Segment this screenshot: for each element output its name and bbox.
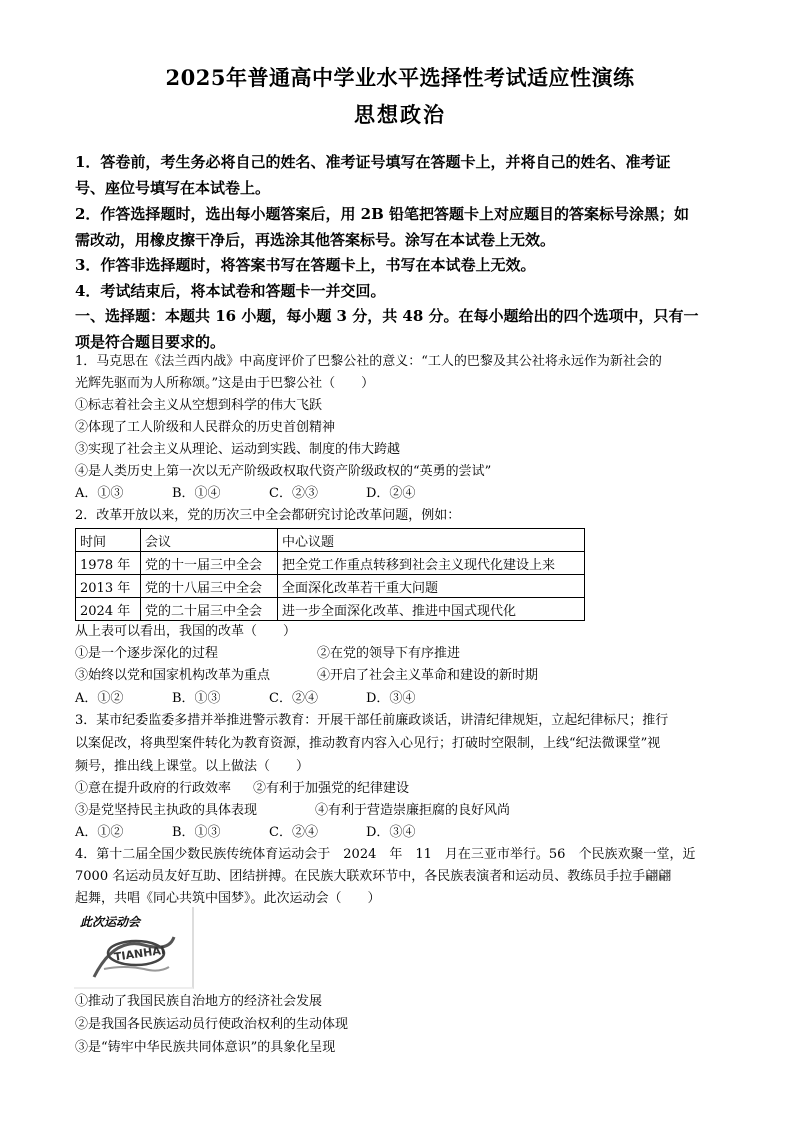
choice-d[interactable]: D．③④ [366, 825, 416, 840]
statement-item: ②是我国各民族运动员行使政治权利的生动体现 [75, 1017, 349, 1032]
choice-b[interactable]: B．①④ [172, 486, 221, 501]
instruction-line: 1．答卷前，考生务必将自己的姓名、准考证号填写在答题卡上，并将自己的姓名、准考证 [75, 153, 671, 171]
statement-row [75, 644, 460, 664]
choice-d[interactable]: D．③④ [366, 691, 416, 706]
statement-item: ④开启了社会主义革命和建设的新时期 [317, 668, 539, 683]
instruction-line: 号、座位号填写在本试卷上。 [75, 179, 271, 197]
section-header: 项是符合题目要求的。 [75, 333, 226, 351]
table-header-cell: 会议 [141, 529, 278, 552]
choice-a[interactable]: A．①② [75, 825, 124, 840]
table-cell: 把全党工作重点转移到社会主义现代化建设上来 [278, 552, 585, 575]
choice-c[interactable]: C．②③ [269, 486, 318, 501]
question-stem: 1．马克思在《法兰西内战》中高度评价了巴黎公社的意义：“工人的巴黎及其公社将永远作为新社会的 [75, 354, 662, 369]
question-stem: 7000 名运动员友好互助、团结拼搏。在民族大联欢环节中，各民族表演者和运动员、教练员手拉手翩翩 [75, 869, 672, 884]
answer-choices [75, 823, 415, 843]
statement-item: ①是一个逐步深化的过程 [75, 646, 219, 661]
instruction-line: 4．考试结束后，将本试卷和答题卡一并交回。 [75, 282, 386, 300]
subject-title: 思想政治 [354, 102, 446, 127]
question-stem: 频号，推出线上课堂。以上做法（ ） [75, 759, 310, 774]
statement-row [75, 779, 409, 799]
table-cell: 1978 年 [76, 552, 141, 575]
table-cell: 党的二十届三中全会 [141, 598, 278, 621]
question-stem: 3．某市纪委监委多措并举推进警示教育：开展干部任前廉政谈话，讲清纪律规矩，立起纪律标尺；推行 [75, 713, 669, 728]
games-logo-image [74, 907, 194, 989]
table-cell: 全面深化改革若干重大问题 [278, 575, 585, 598]
choice-d[interactable]: D．②④ [366, 486, 416, 501]
choice-c[interactable]: C．②④ [269, 825, 318, 840]
choice-b[interactable]: B．①③ [172, 825, 221, 840]
statement-row [75, 801, 510, 821]
instruction-line: 需改动，用橡皮擦干净后，再选涂其他答案标号。涂写在本试卷上无效。 [75, 231, 556, 249]
section-header: 一、选择题：本题共 16 小题，每小题 3 分，共 48 分。在每小题给出的四个选项中，只有一 [75, 307, 699, 325]
exam-title: 2025年普通高中学业水平选择性考试适应性演练 [165, 65, 635, 90]
statement-item: ①标志着社会主义从空想到科学的伟大飞跃 [75, 398, 323, 413]
statement-item: ②体现了工人阶级和人民群众的历史首创精神 [75, 420, 336, 435]
logo-caption: 此次运动会 [80, 915, 141, 929]
question-stem: 以案促改，将典型案件转化为教育资源，推动教育内容入心见行；打破时空限制，上线“纪法微课堂”视 [75, 736, 661, 751]
choice-a[interactable]: A．①② [75, 691, 124, 706]
table-header-row [76, 529, 585, 552]
statement-row [75, 666, 538, 686]
table-header-cell: 时间 [76, 529, 141, 552]
question-stem: 光辉先驱而为人所称颂。”这是由于巴黎公社（ ） [75, 376, 375, 391]
table-row [76, 575, 585, 598]
table-row [76, 598, 585, 621]
statement-item: ①意在提升政府的行政效率 [75, 781, 232, 796]
statement-item: ①推动了我国民族自治地方的经济社会发展 [75, 994, 323, 1009]
statement-item: ③实现了社会主义从理论、运动到实践、制度的伟大跨越 [75, 442, 401, 457]
statement-item: ④是人类历史上第一次以无产阶级政权取代资产阶级政权的“英勇的尝试” [75, 464, 492, 479]
question-stem: 2．改革开放以来，党的历次三中全会都研究讨论改革问题，例如： [75, 508, 461, 523]
question-ask: 从上表可以看出，我国的改革（ ） [75, 624, 297, 639]
question-stem: 起舞，共唱《同心共筑中国梦》。此次运动会（ ） [75, 891, 381, 906]
table-cell: 党的十八届三中全会 [141, 575, 278, 598]
question-stem: 4．第十二届全国少数民族传统体育运动会于 2024 年 11 月在三亚市举行。56 个民族欢聚一堂，近 [75, 847, 696, 862]
choice-b[interactable]: B．①③ [172, 691, 221, 706]
statement-item: ③是党坚持民主执政的具体表现 [75, 803, 258, 818]
statement-item: ④有利于营造崇廉拒腐的良好风尚 [315, 803, 511, 818]
table-cell: 进一步全面深化改革、推进中国式现代化 [278, 598, 585, 621]
statement-item: ③始终以党和国家机构改革为重点 [75, 668, 271, 683]
instruction-line: 2．作答选择题时，选出每小题答案后，用 2B 铅笔把答题卡上对应题目的答案标号涂黑；如 [75, 205, 690, 223]
choice-a[interactable]: A．①③ [75, 486, 124, 501]
table-cell: 党的十一届三中全会 [141, 552, 278, 575]
table-cell: 2024 年 [76, 598, 141, 621]
table-cell: 2013 年 [76, 575, 141, 598]
answer-choices [75, 484, 415, 504]
table-row [76, 552, 585, 575]
reform-table [75, 528, 585, 621]
answer-choices [75, 689, 415, 709]
table-header-cell: 中心议题 [278, 529, 585, 552]
choice-c[interactable]: C．②④ [269, 691, 318, 706]
statement-item: ②有利于加强党的纪律建设 [253, 781, 410, 796]
statement-item: ②在党的领导下有序推进 [317, 646, 461, 661]
logo-word: TIANHAI [113, 943, 166, 964]
statement-item: ③是“铸牢中华民族共同体意识”的具象化呈现 [75, 1040, 336, 1055]
instruction-line: 3．作答非选择题时，将答案书写在答题卡上，书写在本试卷上无效。 [75, 256, 536, 274]
